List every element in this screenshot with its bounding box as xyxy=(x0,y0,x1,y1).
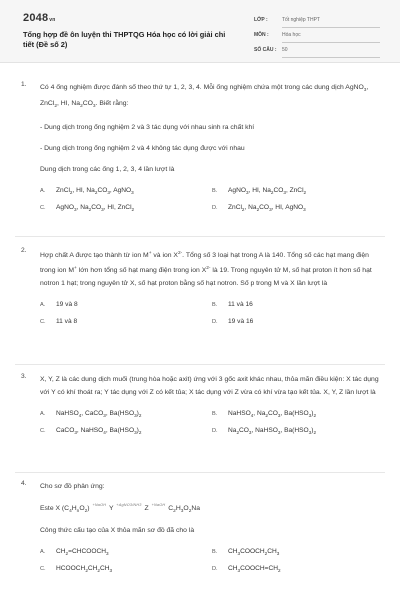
logo-text: 2048 xyxy=(23,12,49,24)
option-letter: B. xyxy=(212,188,218,194)
question-divider xyxy=(15,364,385,365)
option-letter: A. xyxy=(40,411,46,417)
q3-stem: X, Y, Z là các dung dịch muối (trung hòa hoặc axit) ứng với 3 gốc axit khác nhau, thỏa mãn điều kiện: X tác dụng với Y có khí thoát ra; Y tác dụng với Z có kết tủa; X tác dụng với Z vừa có khí vừa tạo kết tủa. X, Y, Z lần lượt là xyxy=(40,376,379,396)
option-text: ZnCl$_2$, $Na_2CO_3$, HI, AgNO$_3$ xyxy=(228,204,306,212)
option-a[interactable] xyxy=(40,545,212,559)
q4-prompt: Công thức cấu tạo của X thỏa mãn sơ đồ đã cho là xyxy=(40,527,195,534)
option-d[interactable] xyxy=(212,201,384,215)
option-c[interactable] xyxy=(40,424,212,438)
document-title: Tổng hợp đề ôn luyện thi THPTQG Hóa học có lời giải chi tiết (Đề số 2) xyxy=(23,30,226,49)
option-letter: D. xyxy=(212,205,218,211)
question-2 xyxy=(15,247,385,329)
option-letter: B. xyxy=(212,302,218,308)
option-text: $Na_2CO_3$, NaHSO$_3$, $Ba(HSO_3)_2$ xyxy=(228,427,317,435)
question-number: 3. xyxy=(21,373,27,380)
option-text: NaHSO$_4$, CaCO$_3$, $Ba(HSO_3)_2$ xyxy=(56,410,142,418)
option-text: ZnCl$_2$, HI, $Na_2CO_3$, AgNO$_3$ xyxy=(56,187,134,195)
option-text: NaHSO$_4$, $Na_2CO_3$, $Ba(HSO_3)_2$ xyxy=(228,410,317,418)
option-letter: B. xyxy=(212,411,218,417)
option-a[interactable] xyxy=(40,407,212,421)
option-text: $CH_2=CHCOOCH_3$ xyxy=(56,548,109,556)
arrow-reagent-1: +NaOH xyxy=(92,503,107,507)
option-letter: C. xyxy=(40,205,46,211)
option-b[interactable] xyxy=(212,298,384,312)
question-number: 2. xyxy=(21,247,27,254)
option-letter: D. xyxy=(212,319,218,325)
answer-options xyxy=(40,298,385,329)
question-divider xyxy=(15,236,385,237)
document-meta xyxy=(254,14,380,59)
question-text xyxy=(40,373,385,399)
q1-prompt: Dung dịch trong các ống 1, 2, 3, 4 lần lượt là xyxy=(40,166,175,173)
option-letter: C. xyxy=(40,428,46,434)
option-d[interactable] xyxy=(212,424,384,438)
option-letter: D. xyxy=(212,428,218,434)
option-c[interactable] xyxy=(40,562,212,576)
question-text xyxy=(40,480,385,537)
q2-stem: Hợp chất A được tạo thành từ ion M+ và ion $X^{2-}$. Tổng số 3 loại hạt trong A là 140. Tổng số các hạt mang điện trong ion M+ lớn hơn tổng số hạt mang điện trong ion $X^{2-}$ là 19. Trong nguyên tử M, số hạt proton ít hơn số hạt notron 1 hạt; trong nguyên tử X, số hạt proton bằng số hạt notron. Số p trong M và X lần lượt là xyxy=(40,251,372,287)
question-text xyxy=(40,81,385,176)
option-d[interactable] xyxy=(212,315,384,329)
question-text xyxy=(40,247,385,290)
meta-label-mon: MÔN : xyxy=(254,32,269,38)
answer-options xyxy=(40,184,385,215)
option-text: 19 và 8 xyxy=(56,301,78,308)
option-text: $HCOOCH_2CH_2CH_3$ xyxy=(56,565,113,573)
arrow-reagent-3: +NaOH xyxy=(151,503,166,507)
option-a[interactable] xyxy=(40,184,212,198)
meta-value-mon: Hóa học xyxy=(282,29,380,43)
q1-condition-2: - Dung dịch trong ống nghiệm 2 và 4 không tác dụng được với nhau xyxy=(40,145,245,152)
meta-label-so-cau: SỐ CÂU : xyxy=(254,47,277,53)
meta-row-lop xyxy=(254,14,380,29)
option-c[interactable] xyxy=(40,201,212,215)
option-text: AgNO$_3$, $Na_2CO_3$, HI, ZnCl$_2$ xyxy=(56,204,135,212)
option-letter: C. xyxy=(40,566,46,572)
answer-options xyxy=(40,545,385,576)
option-b[interactable] xyxy=(212,545,384,559)
option-letter: A. xyxy=(40,188,46,194)
option-c[interactable] xyxy=(40,315,212,329)
option-b[interactable] xyxy=(212,407,384,421)
q1-condition-1: - Dung dịch trong ống nghiệm 2 và 3 tác dụng với nhau sinh ra chất khí xyxy=(40,124,255,131)
site-logo[interactable] xyxy=(23,12,56,24)
option-letter: A. xyxy=(40,549,46,555)
meta-value-lop: Tốt nghiệp THPT xyxy=(282,14,380,28)
option-text: AgNO$_3$, HI, $Na_2CO_3$, ZnCl$_2$ xyxy=(228,187,307,195)
question-3 xyxy=(15,373,385,438)
option-text: $CH_3COOCH_2CH_3$ xyxy=(228,548,280,556)
answer-options xyxy=(40,407,385,438)
meta-row-so-cau xyxy=(254,44,380,59)
option-letter: B. xyxy=(212,549,218,555)
question-number: 1. xyxy=(21,81,27,88)
question-number: 4. xyxy=(21,480,27,487)
meta-value-so-cau: 50 xyxy=(282,44,380,58)
option-letter: D. xyxy=(212,566,218,572)
option-a[interactable] xyxy=(40,298,212,312)
meta-row-mon xyxy=(254,29,380,44)
option-text: 19 và 16 xyxy=(228,318,254,325)
meta-label-lop: LỚP : xyxy=(254,17,268,23)
logo-suffix: vn xyxy=(49,17,56,23)
question-4 xyxy=(15,480,385,576)
option-letter: A. xyxy=(40,302,46,308)
q4-intro: Cho sơ đồ phản ứng: xyxy=(40,483,105,490)
reaction-scheme: Este X $(C_4H_nO_2)$ $^{+NaOH}$ Y $^{+AgNO3/NH3}$ Z $^{+NaOH}$ $C_2H_3O_2Na$ xyxy=(40,503,201,514)
question-divider xyxy=(15,472,385,473)
option-text: $CH_3COOCH=CH_2$ xyxy=(228,565,281,573)
arrow-reagent-2: +AgNO3/NH3 xyxy=(116,503,142,507)
question-1 xyxy=(15,81,385,215)
option-letter: C. xyxy=(40,319,46,325)
option-b[interactable] xyxy=(212,184,384,198)
q1-stem: Có 4 ống nghiệm được đánh số theo thứ tự 1, 2, 3, 4. Mỗi ống nghiệm chứa một trong các dung dịch AgNO$_3$, ZnCl$_2$, HI, $Na_2CO_3$. Biết rằng: xyxy=(40,84,369,109)
document-header xyxy=(0,0,400,63)
option-text: 11 và 8 xyxy=(56,318,78,325)
option-text: CaCO$_3$, NaHSO$_4$, $Ba(HSO_3)_2$ xyxy=(56,427,142,435)
option-text: 11 và 16 xyxy=(228,301,253,308)
option-d[interactable] xyxy=(212,562,384,576)
